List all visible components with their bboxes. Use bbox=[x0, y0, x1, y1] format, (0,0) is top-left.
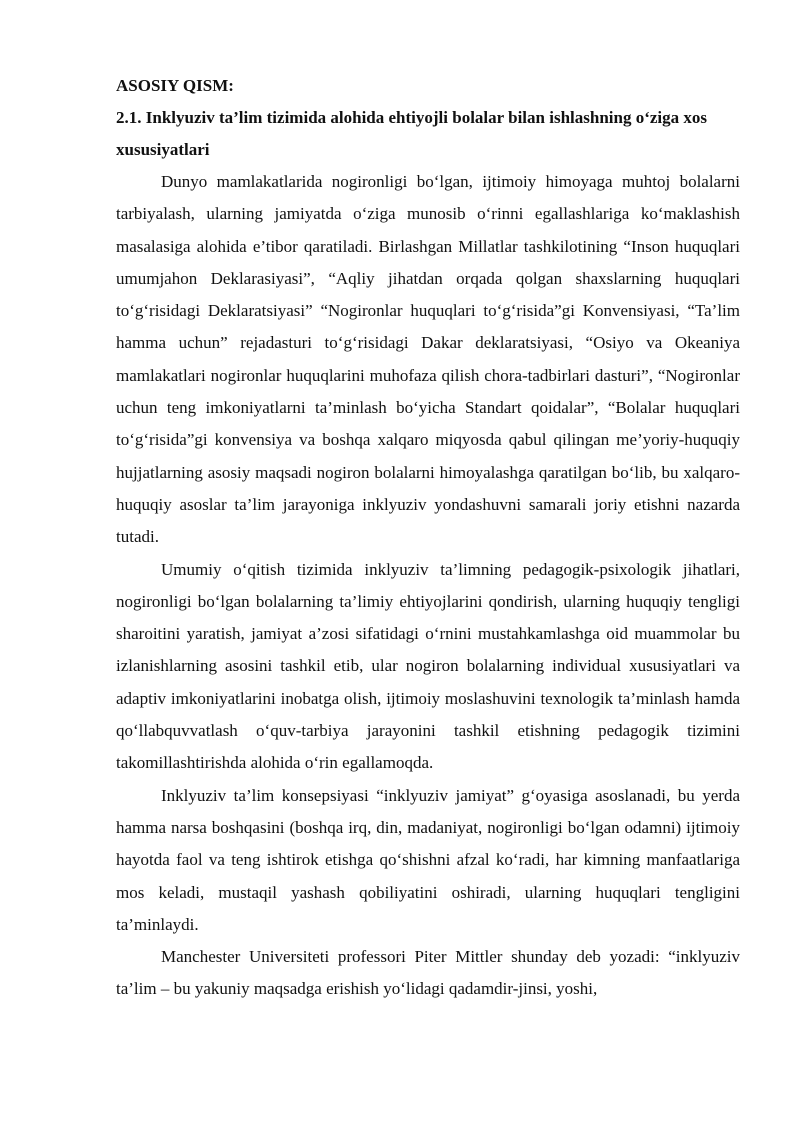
section-label: ASOSIY QISM: bbox=[116, 76, 234, 95]
paragraph-3: Inklyuziv ta’lim konsepsiyasi “inklyuziv jamiyat” g‘oyasiga asoslanadi, bu yerda hamma narsa boshqasini (boshqa irq, din, madaniyat, nogironligi bo‘lgan odamni) ijtimoiy hayotda faol va teng ishtirok etishga qo‘shishni afzal ko‘radi, har kimning manfaatlariga mos keladi, mustaqil yashash qobiliyatini oshiradi, ularning huquqlari tengligini ta’minlaydi. bbox=[116, 785, 740, 934]
paragraph-1: Dunyo mamlakatlarida nogironligi bo‘lgan, ijtimoiy himoyaga muhtoj bolalarni tarbiyalash, ularning jamiyatda o‘ziga munosib o‘rinni egallashlariga ko‘maklashish masalasiga alohida e’tibor qaratiladi. Birlashgan Millatlar tashkilotining “Inson huquqlari umumjahon Deklarasiyasi”, “Aqliy jihatdan orqada qolgan shaxslarning huquqlari to‘g‘risidagi Deklaratsiyasi” “Nogironlar huquqlari to‘g‘risida”gi Konvensiyasi, “Ta’lim hamma uchun” rejadasturi to‘g‘risidagi Dakar deklaratsiyasi, “Osiyo va Okeaniya mamlakatlari nogironlar huquqlarini muhofaza qilish chora-tadbirlari dasturi”, “Nogironlar uchun teng imkoniyatlarni ta’minlash bo‘yicha Standart qoidalar”, “Bolalar huquqlari to‘g‘risida”gi konvensiya va boshqa xalqaro miqyosda qabul qilingan me’yoriy-huquqiy hujjatlarning asosiy maqsadi nogiron bolalarni himoyalashga qaratilgan bo‘lib, bu xalqaro-huquqiy asoslar ta’lim jarayoniga inklyuziv yondashuvni samarali joriy etishni nazarda tutadi. bbox=[116, 172, 740, 547]
paragraph-4: Manchester Universiteti professori Piter Mittler shunday deb yozadi: “inklyuziv ta’lim – bu yakuniy maqsadga erishish yo‘lidagi qadamdir-jinsi, yoshi, bbox=[116, 947, 740, 999]
document-page bbox=[116, 70, 740, 1006]
section-title: 2.1. Inklyuziv ta’lim tizimida alohida ehtiyojli bolalar bilan ishlashning o‘ziga xos xususiyatlari bbox=[116, 108, 707, 159]
paragraph-2: Umumiy o‘qitish tizimida inklyuziv ta’limning pedagogik-psixologik jihatlari, nogironligi bo‘lgan bolalarning ta’limiy ehtiyojlarini qondirish, ularning huquqiy tengligi sharoitini yaratish, jamiyat a’zosi sifatidagi o‘rnini mustahkamlashga oid muammolar bu izlanishlarning asosini tashkil etib, ular nogiron bolalarning individual xususiyatlari va adaptiv imkoniyatlarini inobatga olish, ijtimoiy moslashuvini texnologik ta’minlash hamda qo‘llabquvvatlash o‘quv-tarbiya jarayonini tashkil etishning pedagogik tizimini takomillashtirishda alohida o‘rin egallamoqda. bbox=[116, 559, 740, 773]
